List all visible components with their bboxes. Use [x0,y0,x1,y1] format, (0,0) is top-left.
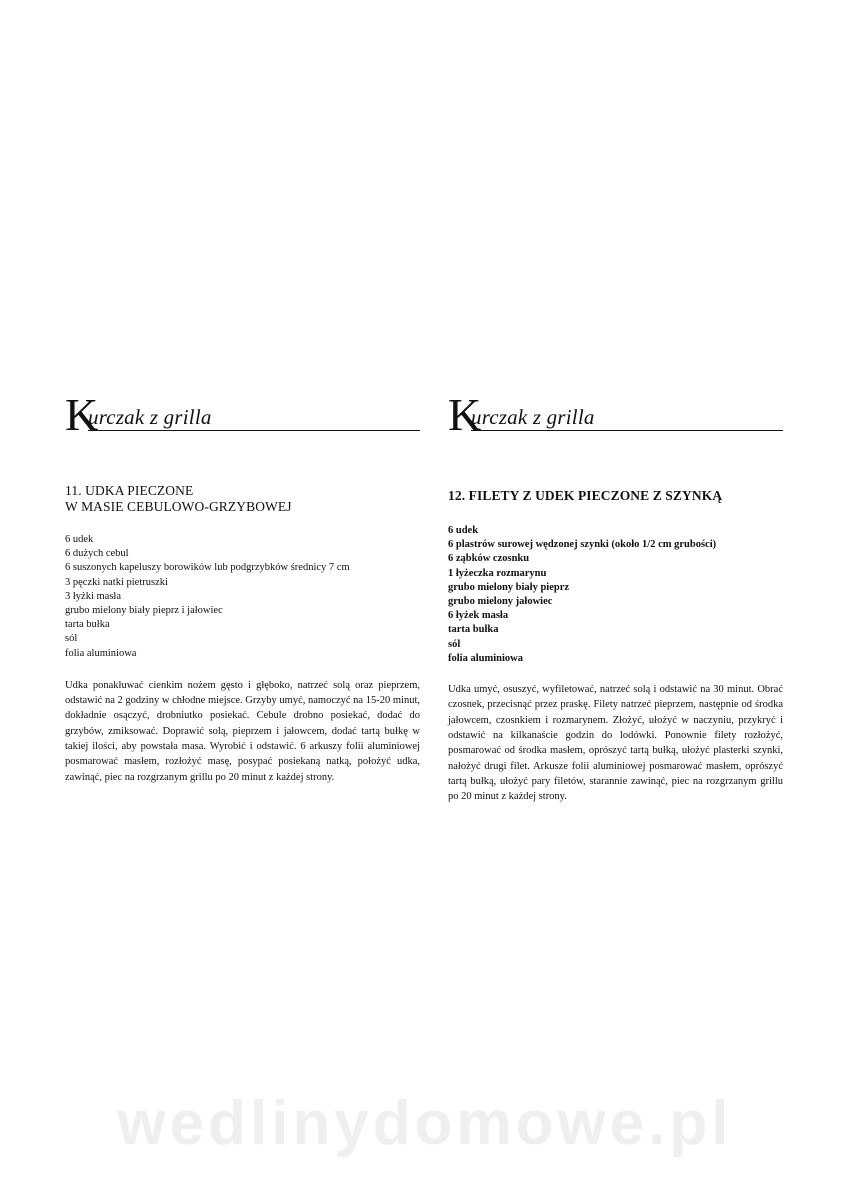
recipe-method: Udka umyć, osuszyć, wyfiletować, natrzeć solą i odstawić na 30 minut. Obrać czosnek, przecisnąć przez praskę. Filety natrzeć pieprzem, następnie od środka jałowcem, czosnkiem i rozmarynem. Złożyć, ułożyć w naczyniu, przykryć i odstawić na kilkanaście godzin do lodówki. Ponownie filety rozłożyć, posmarować od środka masłem, oprószyć tartą bułką, ułożyć plasterki szynki, nałożyć drugi filet. Arkusze folii aluminiowej posmarować masłem, oprószyć tartą bułką, ułożyć pary filetów, starannie zawinąć, piec na rozgrzanym grillu po 20 minut z każdej strony. [448,684,783,803]
ingredient-item: 3 łyżki masła [65,590,121,602]
ingredient-item: tarta bułka [448,624,499,636]
ingredient-list [65,533,420,661]
watermark: wedlinydomowe.pl [117,1089,733,1158]
ingredient-item: grubo mielony biały pieprz i jałowiec [65,605,223,617]
recipe-title-line-2: W MASIE CEBULOWO-GRZYBOWEJ [65,499,292,514]
right-page [448,389,783,804]
ingredient-item: 6 łyżek masła [448,610,509,622]
header-initial: K [65,389,98,440]
ingredient-item: grubo mielony jałowiec [448,596,553,608]
ingredient-item: 1 łyżeczka rozmarynu [448,567,547,579]
ingredient-item: sól [448,638,461,650]
section-header [65,389,420,440]
header-initial: K [448,389,481,440]
ingredient-item: folia aluminiowa [65,647,137,659]
recipe-title [65,483,420,515]
ingredient-item: grubo mielony biały pieprz [448,581,570,593]
section-header [448,389,783,440]
ingredient-item: 6 plastrów surowej wędzonej szynki (około 1/2 cm grubości) [448,539,717,551]
ingredient-item: tarta bułka [65,619,110,631]
left-page [65,389,420,785]
header-title: urczak z grilla [88,405,212,429]
ingredient-item: 6 suszonych kapeluszy borowików lub podgrzybków średnicy 7 cm [65,562,350,574]
ingredient-item: 6 udek [448,525,479,536]
ingredient-item: sól [65,633,78,645]
header-rule [88,430,420,431]
ingredient-list [448,524,783,666]
ingredient-item: 6 ząbków czosnku [448,553,530,565]
recipe-title-line-1: 11. UDKA PIECZONE [65,483,194,498]
ingredient-item: 6 udek [65,534,94,545]
recipe-method: Udka ponakłuwać cienkim nożem gęsto i głęboko, natrzeć solą oraz pieprzem, odstawić na 2 godziny w chłodne miejsce. Grzyby umyć, namoczyć na 15-20 minut, dokładnie osączyć, drobniutko posiekać. Cebule drobno posiekać, dodać do grzybów, zmiksować. Doprawić solą, pieprzem i jałowcem, dodać tartą bułkę w takiej ilości, aby powstała masa. Wyrobić i odstawić. 6 arkuszy folii aluminiowej posmarować masłem, rozłożyć masę, posypać posiekaną natką, położyć udka, zawinąć, piec na rozgrzanym grillu po 20 minut z każdej strony. [65,679,420,783]
recipe-title: 12. FILETY Z UDEK PIECZONE Z SZYNKĄ [448,488,723,503]
ingredient-item: folia aluminiowa [448,652,523,664]
ingredient-item: 3 pęczki natki pietruszki [65,576,168,588]
ingredient-item: 6 dużych cebul [65,548,129,560]
header-rule [471,430,783,431]
header-title: urczak z grilla [471,405,595,429]
